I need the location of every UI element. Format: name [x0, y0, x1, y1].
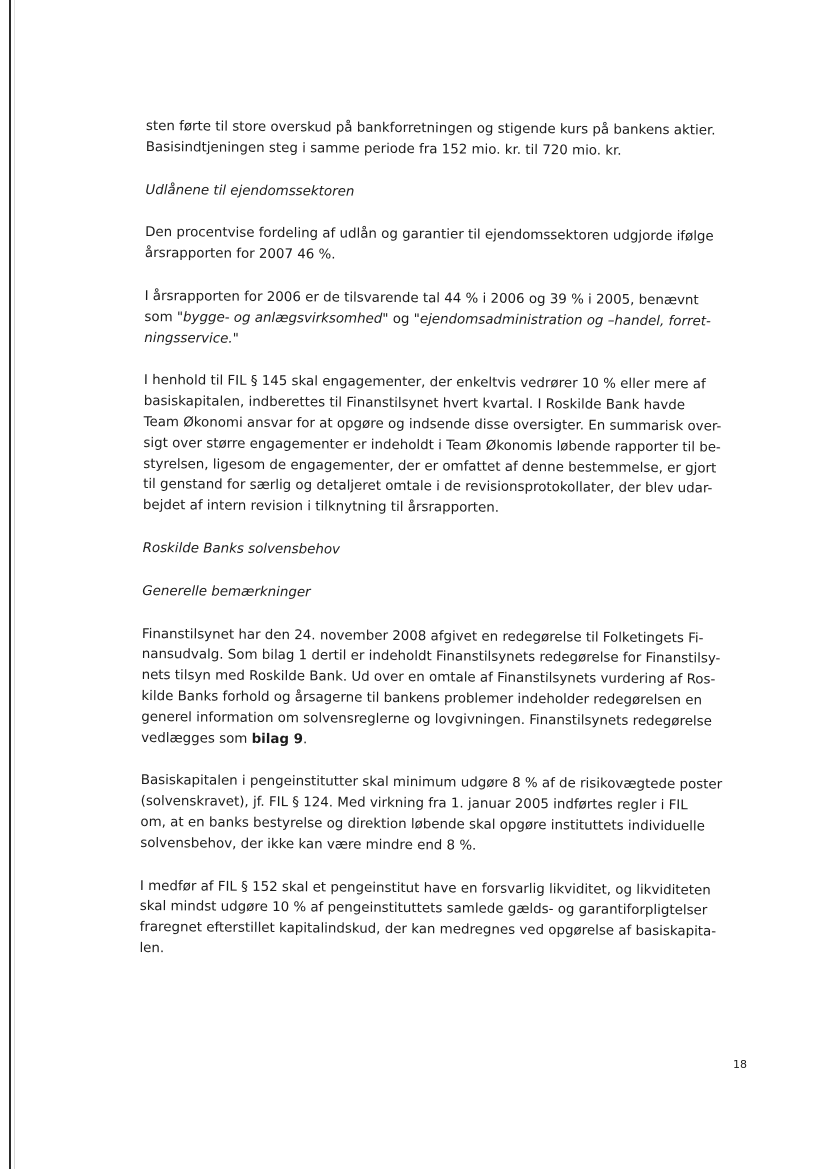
scan-shadow-line	[14, 0, 15, 1169]
text-line: om, at en banks bestyrelse og direktion løbende skal opgøre instituttets individuelle	[140, 814, 705, 835]
text-line: Basisindtjeningen steg i samme periode fra 152 mio. kr. til 720 mio. kr.	[145, 139, 622, 159]
paragraph-fsa-report	[141, 625, 746, 755]
text-line: I årsrapporten for 2006 er de tilsvarende tal 44 % i 2006 og 39 % i 2005, benævnt	[144, 288, 699, 309]
text-line: til genstand for særlig og detaljeret omtale i de revisionsprotokollater, der blev udar-	[143, 477, 713, 497]
text-line: fraregnet efterstillet kapitalindskud, der kan medregnes ved opgørelse af basiskapita-	[139, 920, 717, 940]
document-body	[139, 117, 750, 986]
italic-term: ejendomsadministration og –handel, forret-	[419, 311, 711, 330]
text-line: bejdet af intern revision i tilknytning til årsrapporten.	[142, 498, 500, 516]
text-line: kilde Banks forhold og årsagerne til bankens problemer indeholder redegørelsen en	[141, 688, 703, 709]
italic-term: bygge- og anlægsvirksomhed	[183, 310, 383, 327]
text-line: Basiskapitalen i pengeinstitutter skal minimum udgøre 8 % af de risikovægtede poster	[140, 773, 723, 793]
paragraph-earnings	[146, 117, 750, 163]
heading-property-loans: Udlånene til ejendomssektoren	[145, 182, 355, 200]
text-line: Team Økonomi ansvar for at opgøre og indsende disse oversigter. En summarisk over-	[143, 414, 722, 435]
text-line: årsrapporten for 2007 46 %.	[144, 246, 336, 263]
text-fragment: vedlægges som	[141, 730, 252, 747]
appendix-reference: bilag 9	[251, 731, 304, 747]
text-fragment: "	[232, 331, 239, 347]
page-number: 18	[733, 1058, 747, 1071]
text-line: generel information om solvensreglerne og lovgivningen. Finanstilsynets redegørelse	[141, 709, 712, 730]
text-line: (solvenskravet), jf. FIL § 124. Med virkning fra 1. januar 2005 indførtes regler i FIL	[140, 794, 688, 814]
paragraph-fil-145	[143, 371, 748, 521]
paragraph-capital-requirement	[140, 771, 745, 859]
text-line: styrelsen, ligesom de engagementer, der er omfattet af denne bestemmelse, er gjort	[143, 456, 717, 477]
text-line: I henhold til FIL § 145 skal engagementer, der enkeltvis vedrører 10 % eller mere af	[143, 373, 706, 393]
text-fragment: " og "	[382, 311, 420, 327]
text-line: I medfør af FIL § 152 skal et pengeinstitut have en forsvarlig likviditet, og likviditeten	[139, 878, 711, 898]
text-fragment: .	[302, 731, 308, 747]
text-fragment: som "	[144, 309, 184, 326]
heading-solvency-need: Roskilde Banks solvensbehov	[142, 540, 341, 558]
text-line: solvensbehov, der ikke kan være mindre end 8 %.	[140, 835, 477, 854]
text-line: basiskapitalen, indberettes til Finanstilsynet hvert kvartal. I Roskilde Bank havde	[143, 394, 686, 414]
text-line: skal mindst udgøre 10 % af pengeinstituttets samlede gælds- og garantiforpligtelser	[139, 899, 708, 919]
text-line: Den procentvise fordeling af udlån og garantier til ejendomssektoren udgjorde ifølge	[145, 225, 714, 245]
text-line: nansudvalg. Som bilag 1 dertil er indeholdt Finanstilsynets redegørelse for Finanstilsy-	[141, 647, 721, 667]
paragraph-loan-distribution	[145, 223, 749, 269]
italic-term: ningsservice.	[144, 330, 233, 347]
text-line: len.	[139, 940, 165, 957]
text-line: Finanstilsynet har den 24. november 2008 afgivet en redegørelse til Folketingets Fi-	[141, 626, 704, 646]
text-line: sigt over større engagementer er indeholdt i Team Økonomis løbende rapporter til be-	[143, 435, 721, 456]
paragraph-2006-figures	[144, 287, 748, 354]
scan-left-edge-line	[9, 0, 11, 1169]
text-line: sten førte til store overskud på bankforretningen og stigende kurs på bankens aktier.	[145, 118, 716, 139]
paragraph-liquidity	[139, 876, 744, 964]
text-line: nets tilsyn med Roskilde Bank. Ud over en omtale af Finanstilsynets vurdering af Ros-	[141, 668, 716, 688]
heading-general-remarks: Generelle bemærkninger	[142, 583, 311, 601]
